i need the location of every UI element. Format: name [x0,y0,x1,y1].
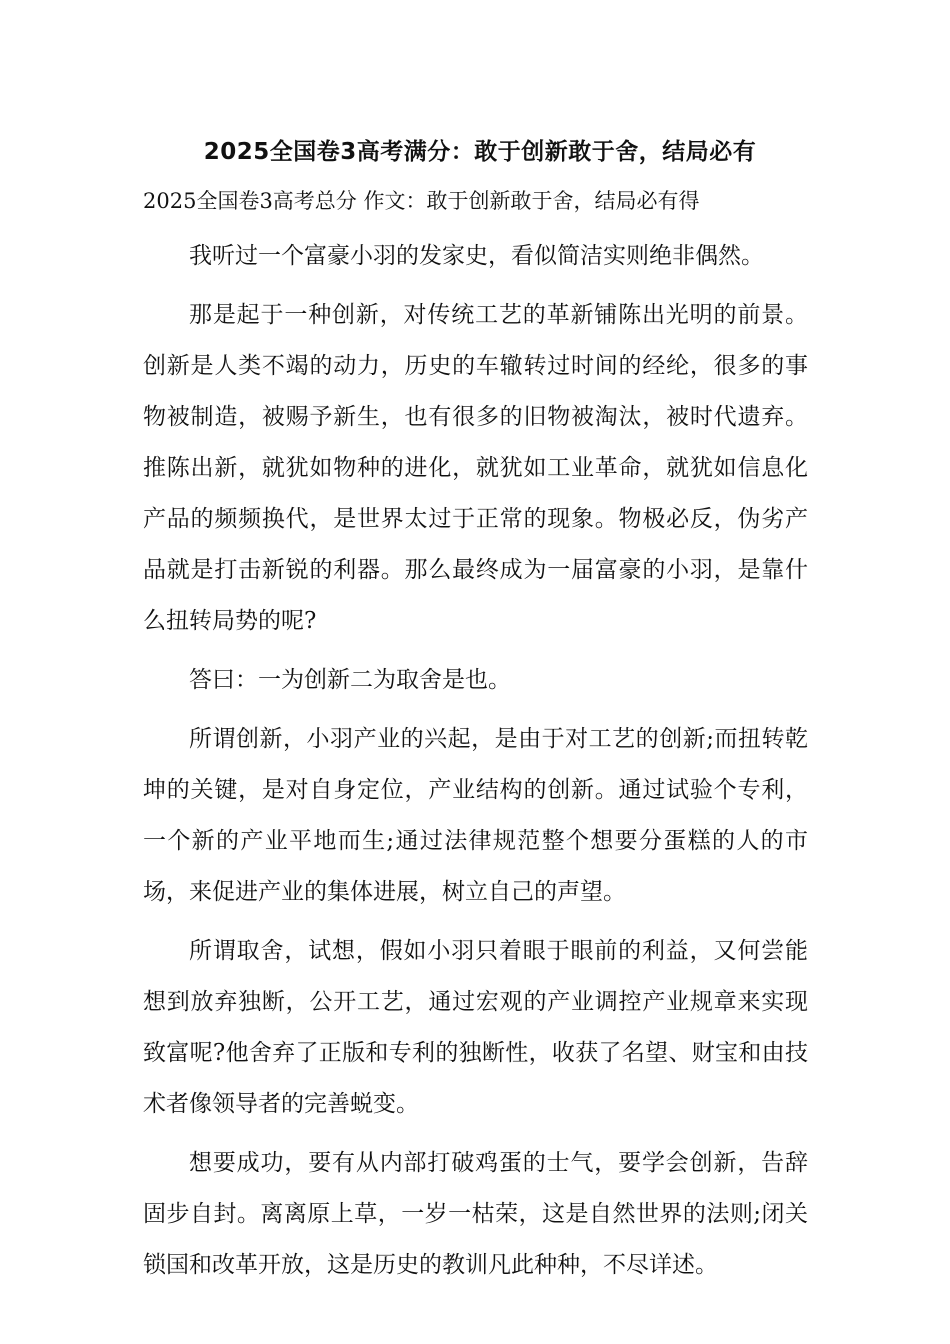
document-body [143,231,808,1299]
document-title: 2025全国卷3高考满分：敢于创新敢于舍，结局必有 [203,139,757,165]
paragraph: 那是起于一种创新，对传统工艺的革新铺陈出光明的前景。创新是人类不竭的动力，历史的车辙转过时间的经纶，很多的事物被制造，被赐予新生，也有很多的旧物被淘汰，被时代遗弃。推陈出新，就犹如物种的进化，就犹如工业革命，就犹如信息化产品的频频换代，是世界太过于正常的现象。物极必反，伪劣产品就是打击新锐的利器。那么最终成为一届富豪的小羽，是靠什么扭转局势的呢? [143,302,808,634]
paragraph: 所谓创新，小羽产业的兴起，是由于对工艺的创新;而扭转乾坤的关键，是对自身定位，产业结构的创新。通过试验个专利，一个新的产业平地而生;通过法律规范整个想要分蛋糕的人的市场，来促进产业的集体进展，树立自己的声望。 [143,726,808,905]
paragraph: 我听过一个富豪小羽的发家史，看似简洁实则绝非偶然。 [189,243,764,269]
paragraph: 所谓取舍，试想，假如小羽只着眼于眼前的利益，又何尝能想到放弃独断，公开工艺，通过宏观的产业调控产业规章来实现致富呢?他舍弃了正版和专利的独断性，收获了名望、财宝和由技术者像领导者的完善蜕变。 [143,938,808,1117]
document-subtitle: 2025全国卷3高考总分 作文：敢于创新敢于舍，结局必有得 [143,189,700,213]
paragraph: 答曰：一为创新二为取舍是也。 [189,667,511,693]
paragraph: 想要成功，要有从内部打破鸡蛋的士气，要学会创新，告辞固步自封。离离原上草，一岁一枯荣，这是自然世界的法则;闭关锁国和改革开放，这是历史的教训凡此种种，不尽详述。 [143,1150,808,1278]
